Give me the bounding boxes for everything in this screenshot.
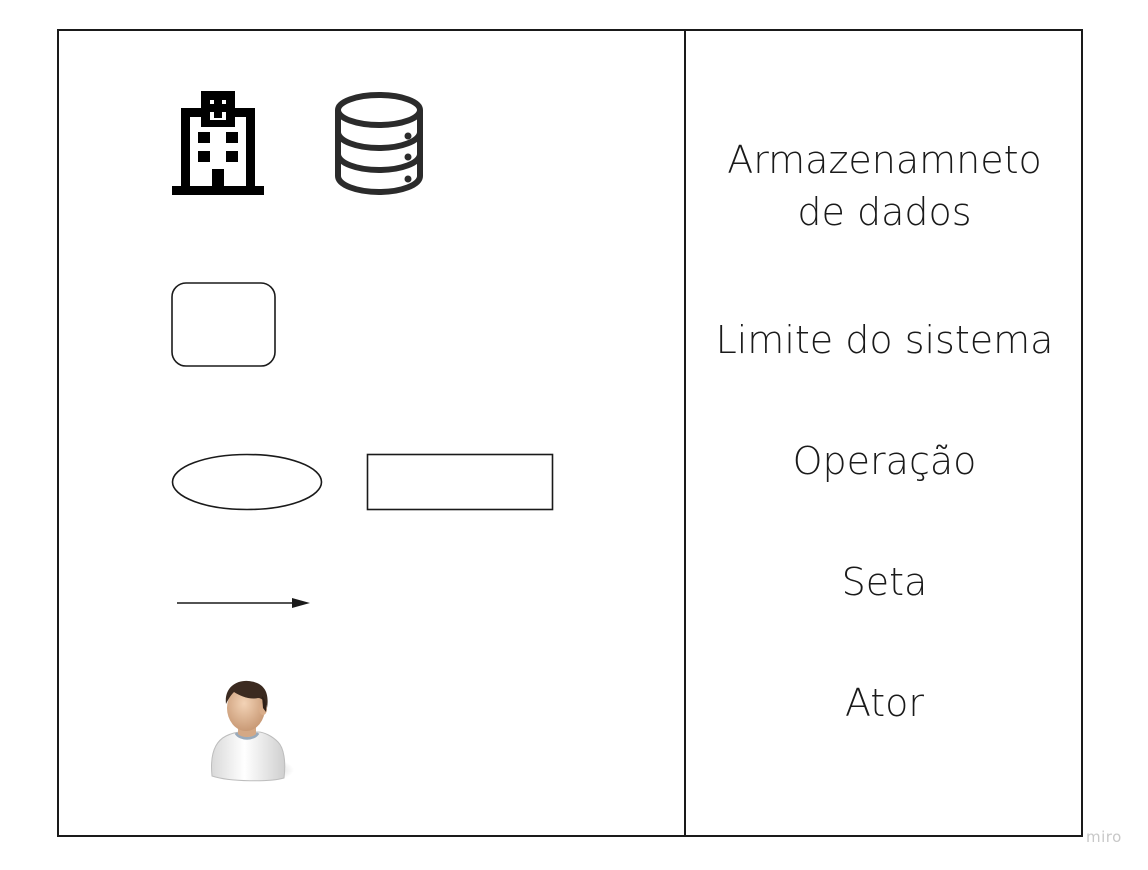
arrow-shape <box>176 594 316 612</box>
operation-ellipse <box>171 453 325 513</box>
label-data-storage-line2: de dados <box>797 190 972 234</box>
label-data-storage <box>686 134 1083 238</box>
label-data-storage-line1: Armazenamneto <box>727 138 1042 182</box>
miro-watermark: miro <box>1086 828 1122 846</box>
label-system-boundary: Limite do sistema <box>715 318 1054 362</box>
operation-rectangle <box>366 453 556 513</box>
system-boundary-shape <box>171 282 277 368</box>
label-arrow: Seta <box>841 560 928 604</box>
person-avatar-icon <box>200 678 300 784</box>
database-icon <box>332 90 426 196</box>
hospital-icon <box>171 90 265 198</box>
label-operation: Operação <box>792 439 977 483</box>
label-actor: Ator <box>844 681 925 725</box>
